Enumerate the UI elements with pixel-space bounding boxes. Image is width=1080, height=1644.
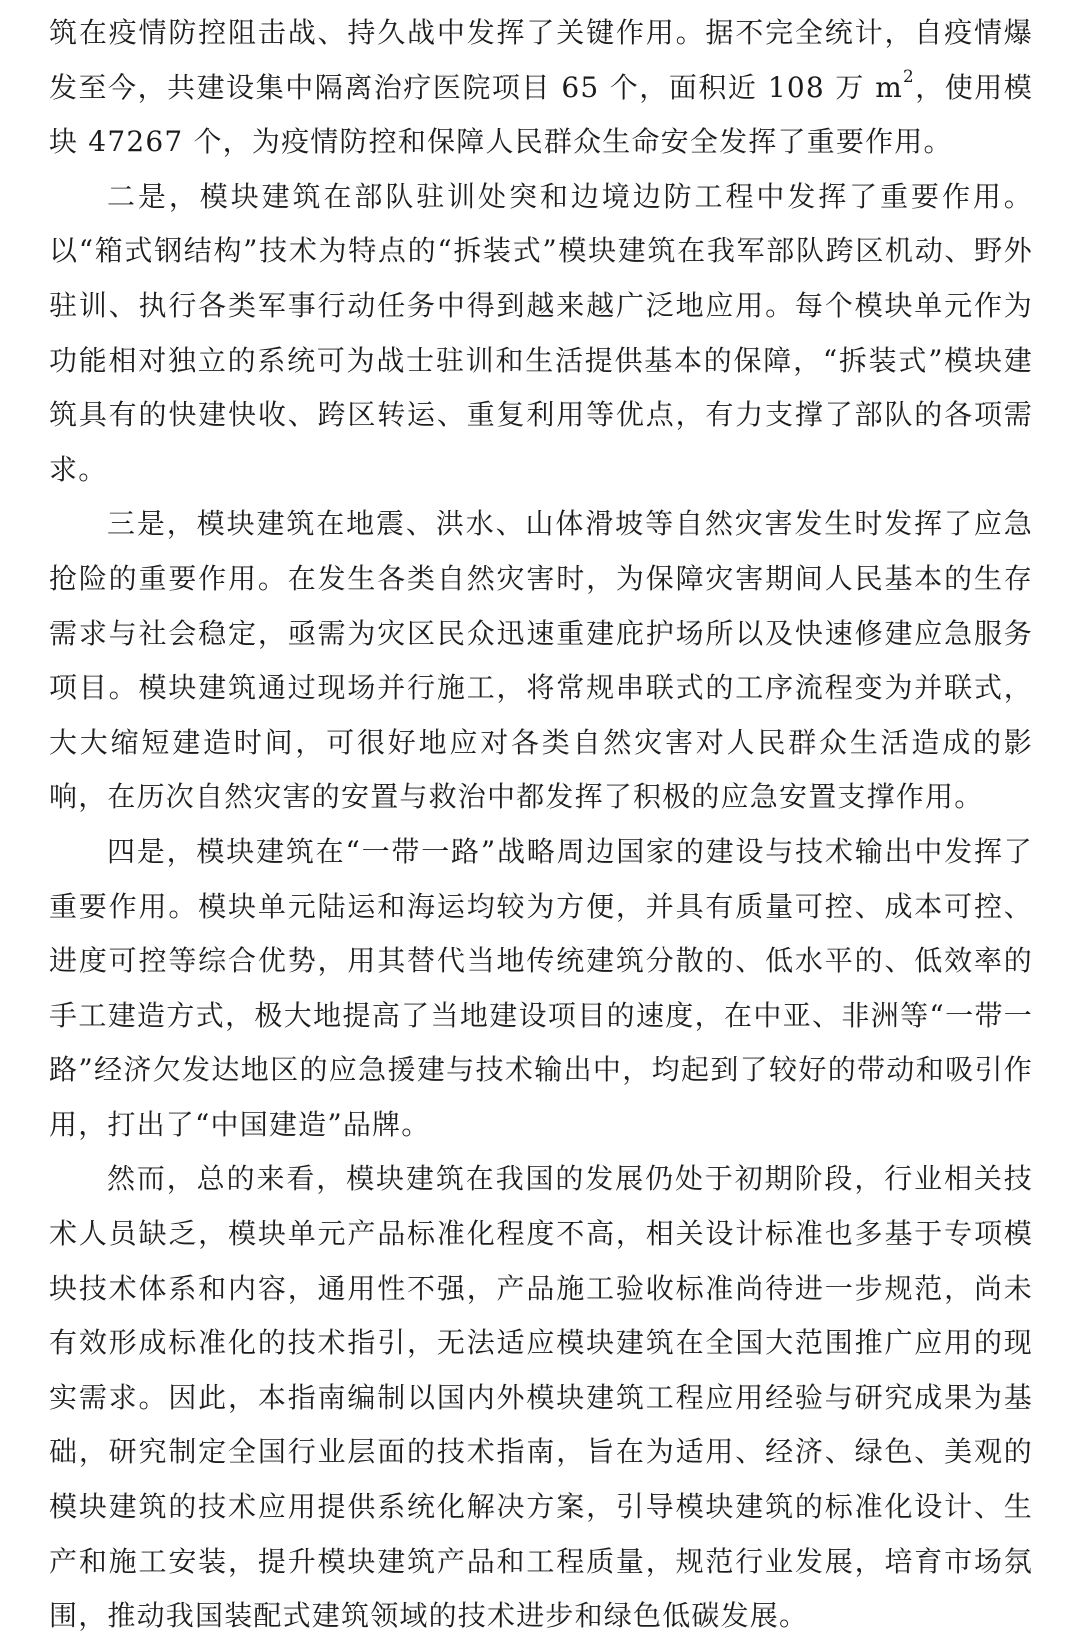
paragraph-3: 三是，模块建筑在地震、洪水、山体滑坡等自然灾害发生时发挥了应急抢险的重要作用。在发生各类自然灾害时，为保障灾害期间人民基本的生存需求与社会稳定，亟需为灾区民众迅速重建庇护场所以及快速修建应急服务项目。模块建筑通过现场并行施工，将常规串联式的工序流程变为并联式，大大缩短建造时间，可很好地应对各类自然灾害对人民群众生活造成的影响，在历次自然灾害的安置与救治中都发挥了积极的应急安置支撑作用。: [49, 507, 1033, 814]
paragraph-5: 然而，总的来看，模块建筑在我国的发展仍处于初期阶段，行业相关技术人员缺乏，模块单元产品标准化程度不高，相关设计标准也多基于专项模块技术体系和内容，通用性不强，产品施工验收标准尚待进一步规范，尚未有效形成标准化的技术指引，无法适应模块建筑在全国大范围推广应用的现实需求。因此，本指南编制以国内外模块建筑工程应用经验与研究成果为基础，研究制定全国行业层面的技术指南，旨在为适用、经济、绿色、美观的模块建筑的技术应用提供系统化解决方案，引导模块建筑的标准化设计、生产和施工安装，提升模块建筑产品和工程质量，规范行业发展，培育市场氛围，推动我国装配式建筑领域的技术进步和绿色低碳发展。: [49, 1162, 1033, 1633]
paragraph-1-text-start: 筑在疫情防控阻击战、持久战中发挥了关键作用。据不完全统计，自疫情爆发至今，共建设集中隔离治疗医院项目 65 个，面积近 108 万 m: [49, 16, 1033, 104]
paragraph-4: 四是，模块建筑在“一带一路”战略周边国家的建设与技术输出中发挥了重要作用。模块单元陆运和海运均较为方便，并具有质量可控、成本可控、进度可控等综合优势，用其替代当地传统建筑分散的、低水平的、低效率的手工建造方式，极大地提高了当地建设项目的速度，在中亚、非洲等“一带一路”经济欠发达地区的应急援建与技术输出中，均起到了较好的带动和吸引作用，打出了“中国建造”品牌。: [49, 834, 1033, 1141]
paragraph-1-text-end: ，使用模块 47267 个，为疫情防控和保障人民群众生命安全发挥了重要作用。: [49, 70, 1033, 159]
area-unit-superscript: 2: [903, 65, 915, 86]
paragraph-2: 二是，模块建筑在部队驻训处突和边境边防工程中发挥了重要作用。以“箱式钢结构”技术为特点的“拆装式”模块建筑在我军部队跨区机动、野外驻训、执行各类军事行动任务中得到越来越广泛地应用。每个模块单元作为功能相对独立的系统可为战士驻训和生活提供基本的保障，“拆装式”模块建筑具有的快建快收、跨区转运、重复利用等优点，有力支撑了部队的各项需求。: [49, 179, 1033, 486]
paragraph-1: [49, 6, 1033, 170]
